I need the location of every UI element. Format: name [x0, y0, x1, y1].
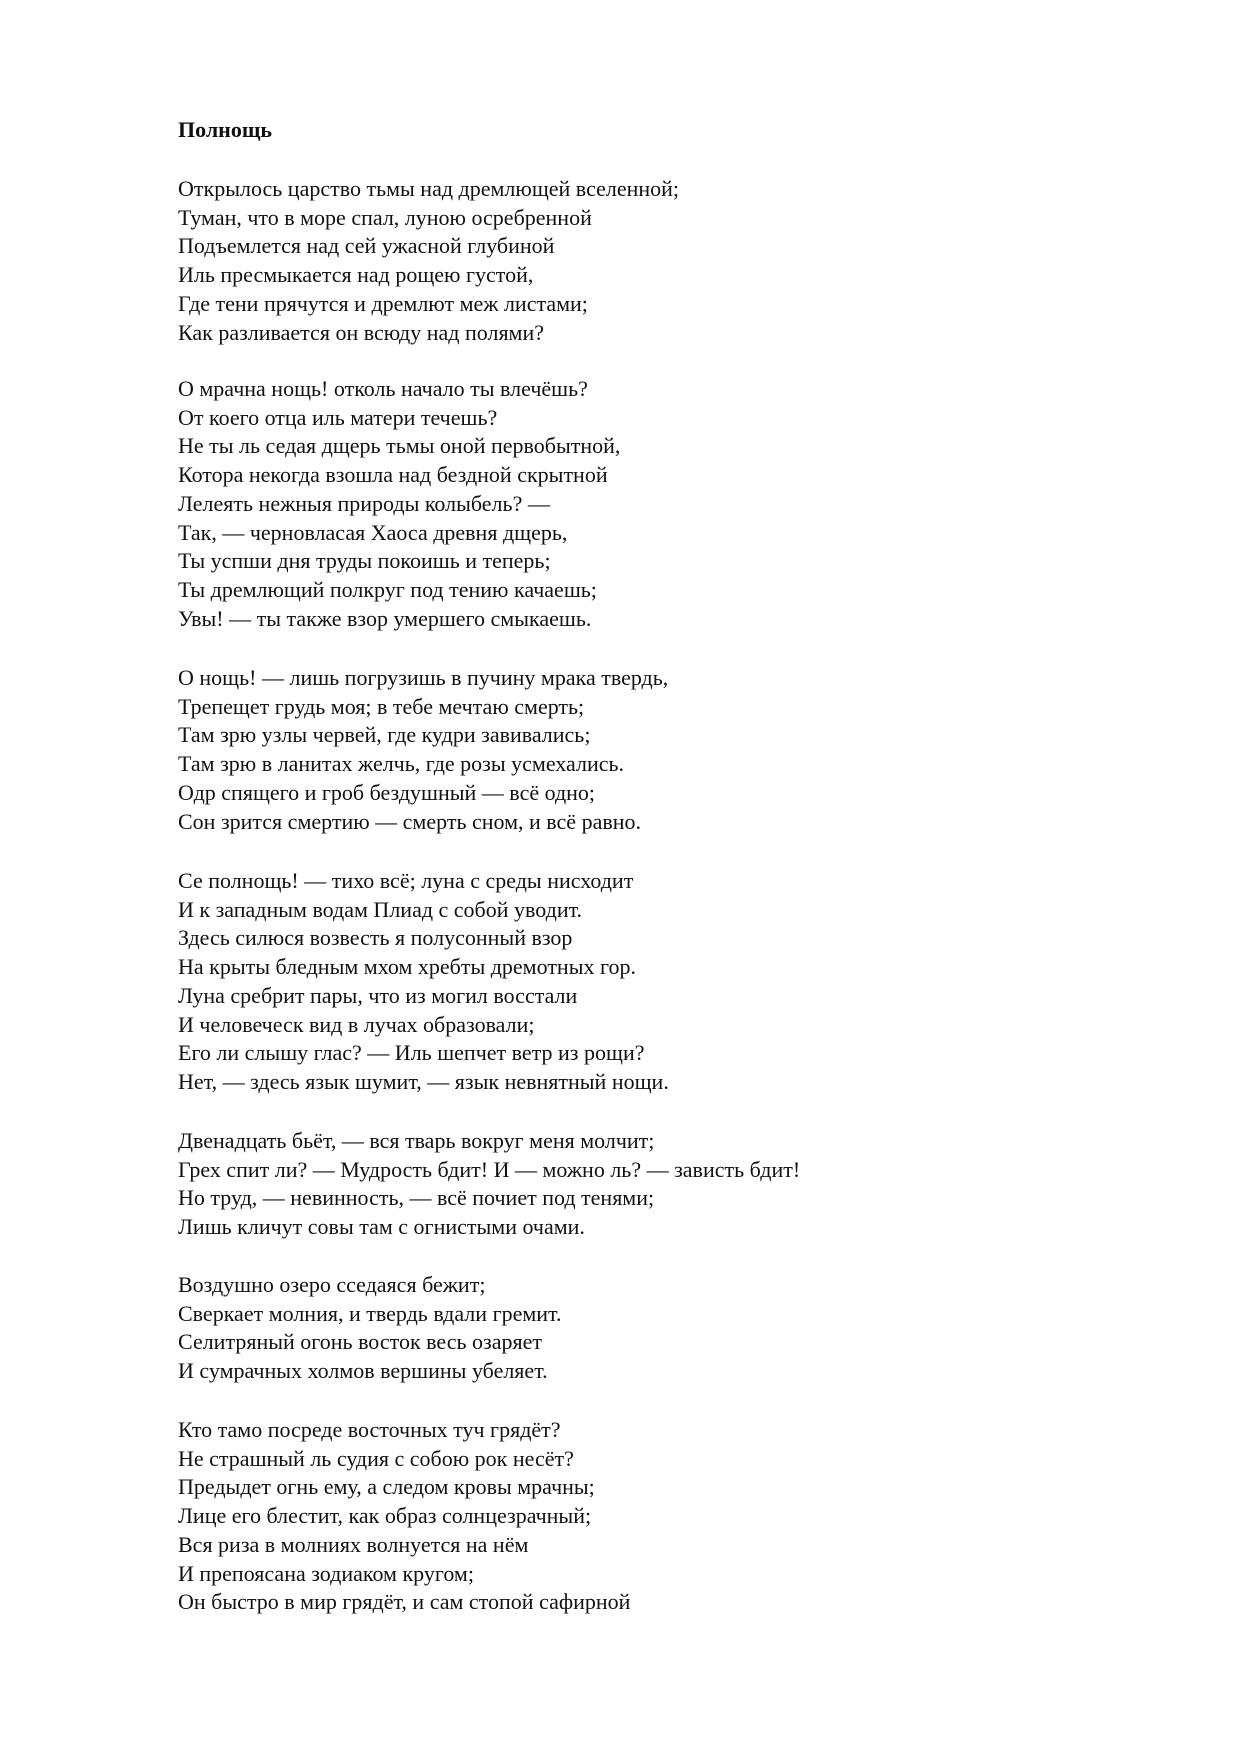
poem-line: Он быстро в мир грядёт, и сам стопой сафирной — [178, 1589, 631, 1615]
poem-line: О нощь! — лишь погрузишь в пучину мрака твердь, — [178, 665, 669, 690]
poem-line: От коего отца иль матери течешь? — [178, 404, 498, 430]
poem-line: Одр спящего и гроб бездушный — всё одно; — [178, 779, 596, 805]
stanza-4 — [178, 867, 1178, 1097]
stanza-2 — [178, 375, 1178, 633]
poem-line: Двенадцать бьёт, — вся тварь вокруг меня молчит; — [178, 1128, 655, 1153]
poem-line: И сумрачных холмов вершины убеляет. — [178, 1358, 548, 1384]
poem-line: На крыты бледным мхом хребты дремотных гор. — [178, 954, 636, 980]
poem-line: Вся риза в молниях волнуется на нём — [178, 1531, 529, 1557]
poem-line: Трепещет грудь моя; в тебе мечтаю смерть; — [178, 693, 585, 719]
stanza-7 — [178, 1416, 1178, 1617]
poem-line: И человеческ вид в лучах образовали; — [178, 1011, 535, 1037]
poem-line: Предыдет огнь ему, а следом кровы мрачны; — [178, 1474, 595, 1500]
poem-line: Где тени прячутся и дремлют меж листами; — [178, 290, 588, 316]
poem-line: Воздушно озеро сседаяся бежит; — [178, 1272, 486, 1297]
poem-line: Ты успши дня труды покоишь и теперь; — [178, 548, 551, 574]
poem-line: Лелеять нежныя природы колыбель? — — [178, 490, 550, 516]
poem-line: Сверкает молния, и твердь вдали гремит. — [178, 1300, 562, 1326]
poem-line: Се полнощь! — тихо всё; луна с среды нисходит — [178, 868, 634, 893]
poem-title: Полнощь — [178, 117, 273, 142]
poem-line: Лице его блестит, как образ солнцезрачный; — [178, 1503, 592, 1529]
poem-line: Сон зрится смертию — смерть сном, и всё равно. — [178, 808, 641, 834]
poem-line: Кто тамо посреде восточных туч грядёт? — [178, 1417, 561, 1442]
poem-line: О мрачна нощь! отколь начало ты влечёшь? — [178, 376, 588, 401]
poem-line: Селитряный огонь восток весь озаряет — [178, 1329, 542, 1355]
poem-line: Так, — черновласая Хаоса древня дщерь, — [178, 519, 568, 545]
stanza-1 — [178, 175, 1178, 347]
poem-line: Открылось царство тьмы над дремлющей вселенной; — [178, 176, 680, 201]
poem-line: Лишь кличут совы там с огнистыми очами. — [178, 1214, 585, 1240]
poem-line: Нет, — здесь язык шумит, — язык невнятный нощи. — [178, 1068, 669, 1094]
poem-line: Не ты ль седая дщерь тьмы оной первобытной, — [178, 433, 621, 459]
poem-line: Как разливается он всюду над полями? — [178, 319, 545, 345]
poem-line: Здесь силюся возвесть я полусонный взор — [178, 925, 573, 951]
poem-line: Котора некогда взошла над бездной скрытной — [178, 462, 608, 488]
poem-line: Там зрю узлы червей, где кудри завивались; — [178, 722, 591, 748]
poem-line: Грех спит ли? — Мудрость бдит! И — можно ль? — зависть бдит! — [178, 1156, 801, 1182]
poem-line: Его ли слышу глас? — Иль шепчет ветр из рощи? — [178, 1040, 645, 1066]
poem-line: Туман, что в море спал, луною осребренной — [178, 204, 592, 230]
poem-line: Но труд, — невинность, — всё почиет под тенями; — [178, 1185, 655, 1211]
poem-line: Подъемлется над сей ужасной глубиной — [178, 233, 555, 259]
poem-line: И к западным водам Плиад с собой уводит. — [178, 896, 583, 922]
poem-line: И препоясана зодиаком кругом; — [178, 1560, 474, 1586]
poem-line: Иль пресмыкается над рощею густой, — [178, 262, 534, 288]
poem-line: Ты дремлющий полкруг под тению качаешь; — [178, 576, 597, 602]
stanza-5 — [178, 1127, 1178, 1242]
poem-line: Луна сребрит пары, что из могил восстали — [178, 982, 578, 1008]
stanza-3 — [178, 664, 1178, 836]
stanza-6 — [178, 1271, 1178, 1386]
poem-line: Там зрю в ланитах желчь, где розы усмехались. — [178, 751, 625, 777]
poem-line: Не страшный ль судия с собою рок несёт? — [178, 1445, 574, 1471]
poem-line: Увы! — ты также взор умершего смыкаешь. — [178, 605, 592, 631]
